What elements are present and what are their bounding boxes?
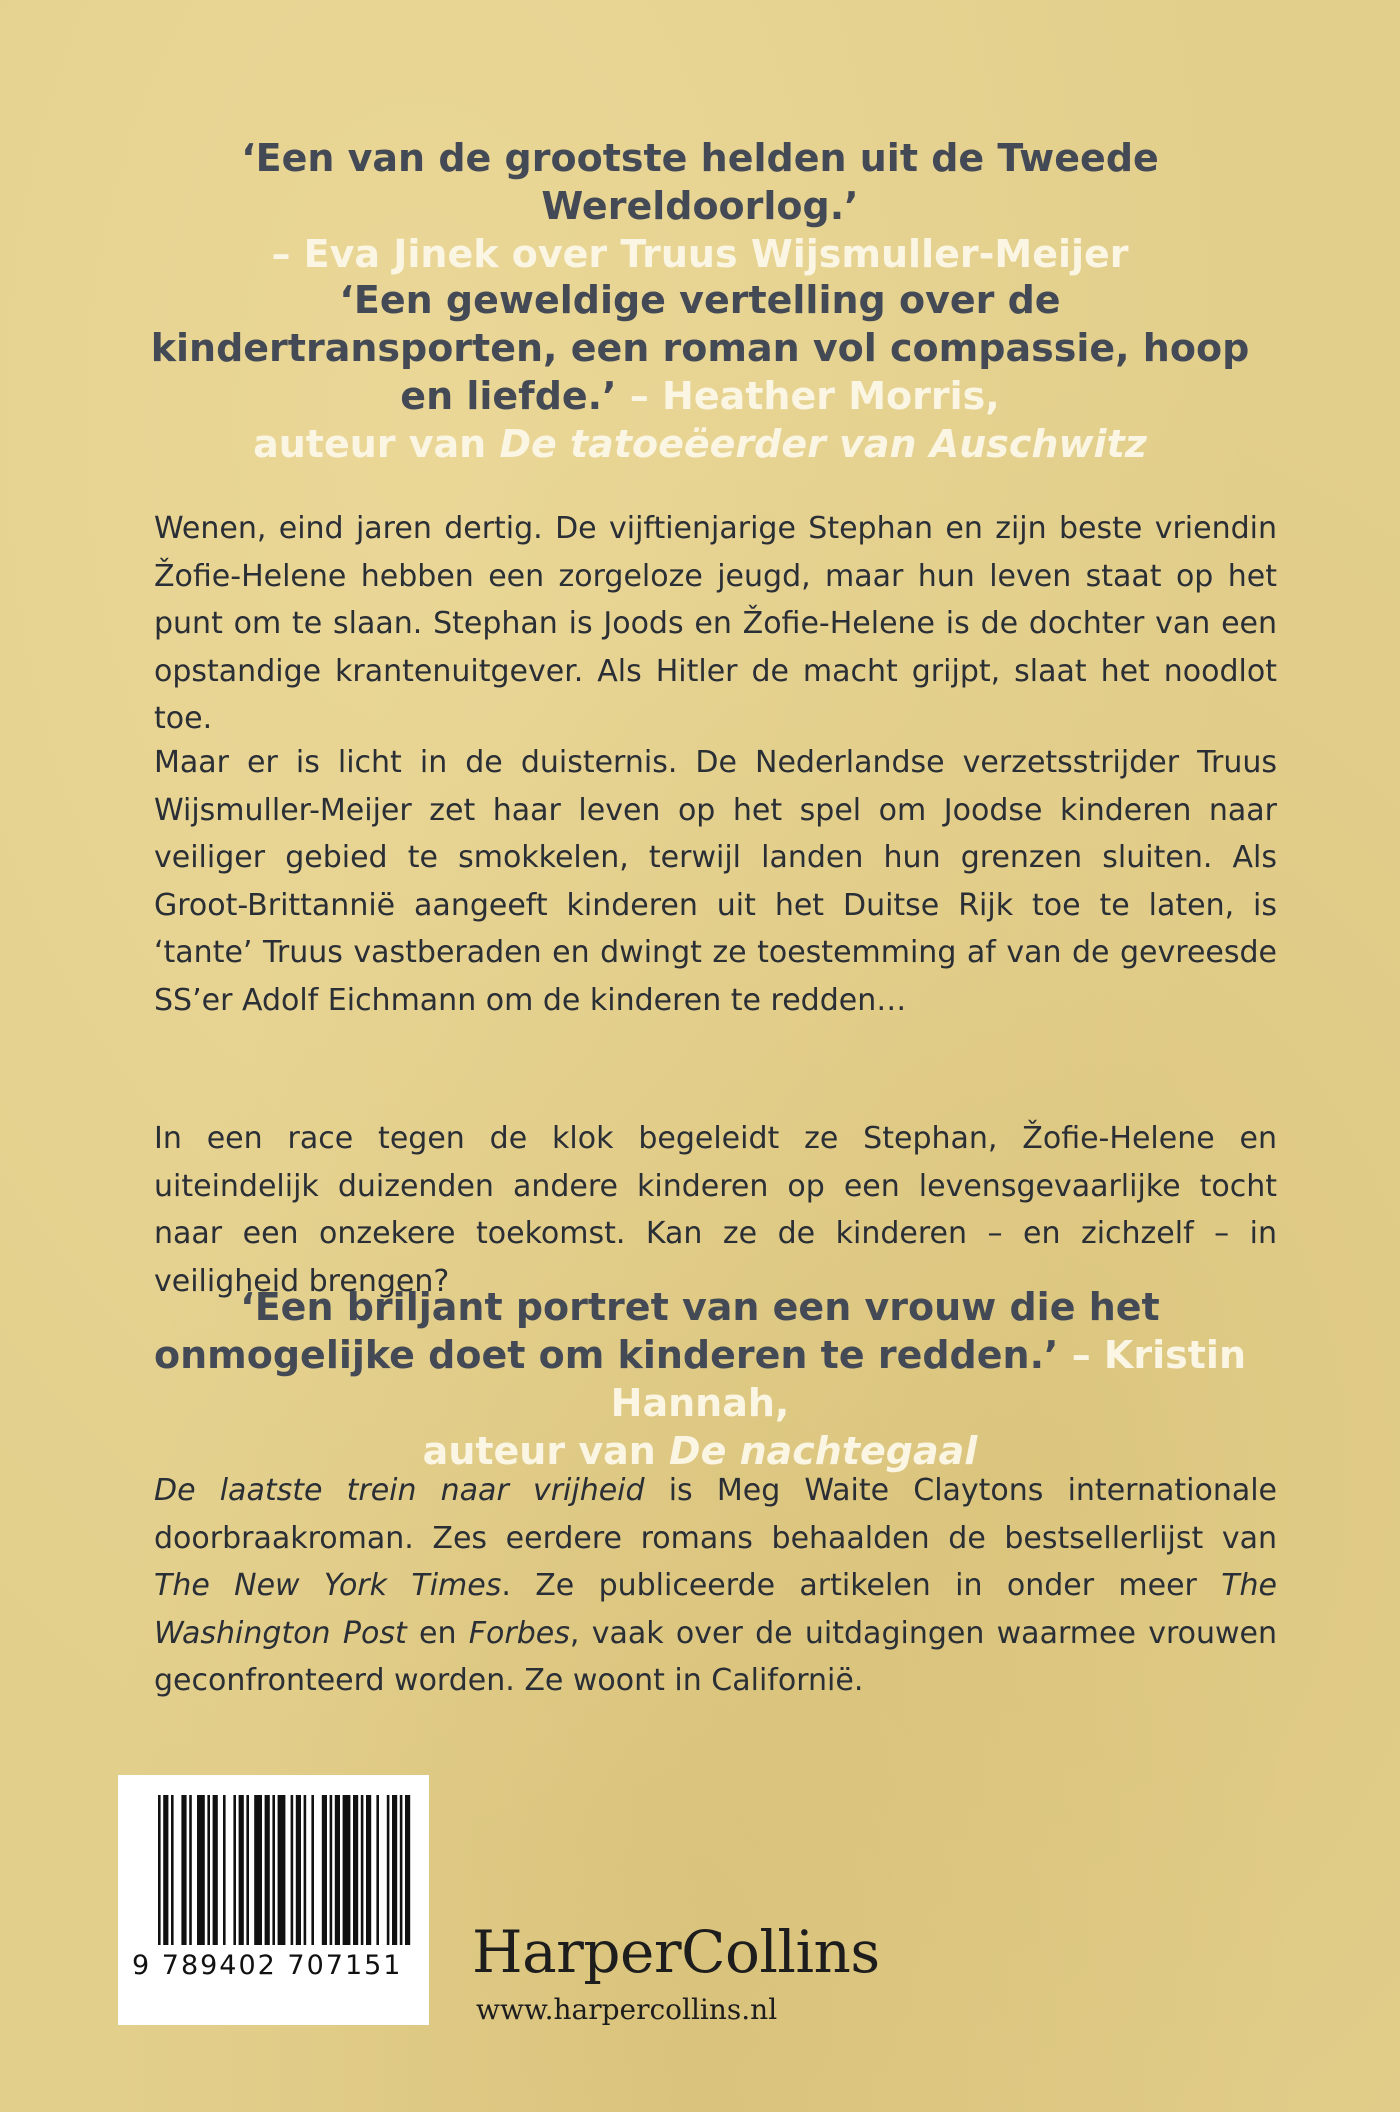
barcode-bar — [223, 1795, 226, 1945]
publication-title: The Washington Post — [154, 1568, 1278, 1651]
barcode-digits: 9 789402 707151 — [132, 1950, 403, 1981]
barcode-bar — [330, 1795, 333, 1945]
bio-part: . Ze publiceerde artikelen in onder meer — [501, 1568, 1222, 1603]
barcode-bar — [197, 1795, 205, 1945]
publisher-url: www.harpercollins.nl — [476, 1993, 778, 2026]
barcode-bar — [233, 1795, 236, 1945]
blurb-paragraph-3 — [154, 1115, 1277, 1305]
publisher-logo: HarperCollins — [472, 1918, 880, 1986]
blurb-paragraph-1 — [154, 505, 1277, 743]
bio-part: is Meg Waite Claytons internationale doorbraakroman. Zes eerdere romans behaalden de bestsellerlijst van — [154, 1473, 1278, 1556]
barcode-bar — [213, 1795, 218, 1945]
barcode-bar — [181, 1795, 186, 1945]
quote-1-text: ‘Een van de grootste helden uit de Tweede Wereldoorlog.’ — [241, 136, 1159, 228]
barcode-bar — [207, 1795, 210, 1945]
barcode-bar — [158, 1795, 161, 1945]
quote-2-source-prefix: auteur van — [253, 422, 487, 466]
barcode-bar — [254, 1795, 262, 1945]
bio-part: en — [406, 1615, 469, 1651]
bio-part: , vaak over de uitdagingen waarmee vrouwen geconfronteerd worden. Ze woont in Californië. — [154, 1615, 1278, 1698]
barcode-bar — [291, 1795, 294, 1945]
blurb-paragraph-2 — [154, 739, 1277, 1024]
barcode-bar — [343, 1795, 351, 1945]
barcode-bar — [304, 1795, 307, 1945]
barcode-bar — [163, 1795, 168, 1945]
barcode-bar — [246, 1795, 249, 1945]
barcode-bar — [405, 1795, 410, 1945]
barcode-bar — [239, 1795, 244, 1945]
barcode-bar — [322, 1795, 327, 1945]
review-quote-1 — [150, 134, 1250, 278]
barcode-bar — [392, 1795, 397, 1945]
quote-3-source-title: De nachtegaal — [669, 1429, 978, 1473]
author-bio — [154, 1467, 1277, 1705]
paragraph-text: Wenen, eind jaren dertig. De vijftienjarige Stephan en zijn beste vriendin Žofie-Helene hebben een zorgeloze jeugd, maar hun leven staat op het punt om te slaan. Stephan is Joods en Žofie-Helene is de dochter van een opstandige krantenuitgever. Als Hitler de macht grijpt, slaat het noodlot toe. — [154, 511, 1277, 736]
book-title: De laatste trein naar vrijheid — [154, 1473, 645, 1508]
publication-title: Forbes — [468, 1615, 570, 1651]
barcode-bar — [366, 1795, 371, 1945]
barcode-bar — [361, 1795, 364, 1945]
quote-2-source-title: De tatoeëerder van Auschwitz — [499, 422, 1147, 466]
quote-3-source-prefix: auteur van — [422, 1429, 656, 1473]
isbn-barcode — [118, 1775, 429, 2025]
review-quote-3 — [150, 1283, 1250, 1475]
barcode-bar — [272, 1795, 275, 1945]
barcode-bar — [296, 1795, 301, 1945]
publication-title: The New York Times — [154, 1568, 502, 1603]
barcode-bars — [118, 1775, 429, 1955]
barcode-bar — [400, 1795, 403, 1945]
paragraph-text: In een race tegen de klok begeleidt ze Stephan, Žofie-Helene en uiteindelijk duizenden andere kinderen op een levensgevaarlijke tocht naar een onzekere toekomst. Kan ze de kinderen – en zichzelf – in veiligheid brengen? — [154, 1121, 1277, 1299]
quote-1-source: – Eva Jinek over Truus Wijsmuller-Meijer — [271, 232, 1129, 276]
quote-3-source: – Kristin Hannah, — [610, 1333, 1246, 1425]
barcode-bar — [171, 1795, 174, 1945]
barcode-bar — [311, 1795, 314, 1945]
barcode-bar — [335, 1795, 340, 1945]
barcode-bar — [265, 1795, 270, 1945]
paragraph-text: Maar er is licht in de duisternis. De Nederlandse verzetsstrijder Truus Wijsmuller-Meijer zet haar leven op het spel om Joodse kinderen naar veiliger gebied te smokkelen, terwijl landen hun grenzen sluiten. Als Groot-Brittannië aangeeft kinderen uit het Duitse Rijk toe te laten, is ‘tante’ Truus vastberaden en dwingt ze toestemming af van de gevreesde SS’er Adolf Eichmann om de kinderen te redden… — [154, 745, 1277, 1018]
author-bio-text — [154, 1467, 1277, 1705]
review-quote-2 — [150, 276, 1250, 468]
quote-2-text: ‘Een geweldige vertelling over de kindertransporten, een roman vol compassie, hoop en liefde.’ — [150, 278, 1250, 418]
barcode-bar — [278, 1795, 286, 1945]
barcode-bar — [387, 1795, 390, 1945]
barcode-bar — [353, 1795, 358, 1945]
quote-2-source: – Heather Morris, — [629, 374, 1000, 418]
barcode-bar — [376, 1795, 379, 1945]
barcode-bar — [189, 1795, 192, 1945]
quote-3-text: ‘Een briljant portret van een vrouw die het onmogelijke doet om kinderen te redden.’ — [153, 1285, 1160, 1377]
